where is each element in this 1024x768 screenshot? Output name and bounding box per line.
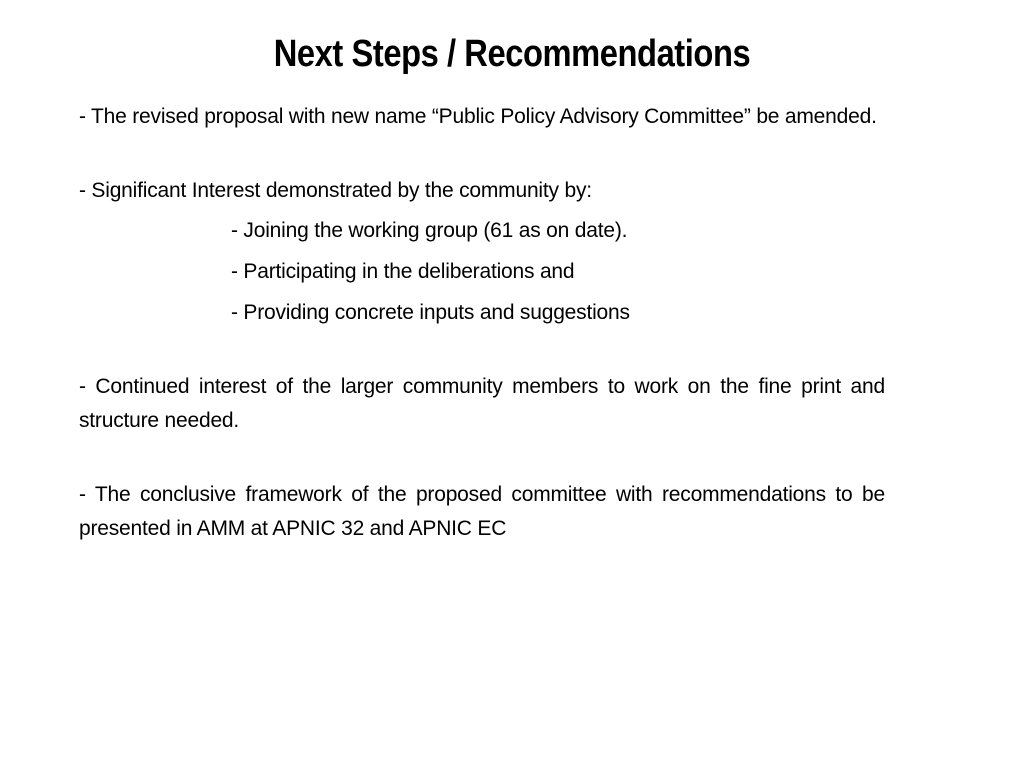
slide-title: Next Steps / Recommendations xyxy=(273,33,751,75)
bullet-point-1: - The revised proposal with new name “Public Policy Advisory Committee” be amended. xyxy=(79,105,877,128)
sub-point-1: - Joining the working group (61 as on date). xyxy=(231,219,628,242)
sub-point-2: - Participating in the deliberations and xyxy=(231,260,575,283)
bullet-point-3: - Continued interest of the larger community members to work on the fine print and structure needed. xyxy=(79,375,885,432)
slide-body xyxy=(79,100,885,546)
bullet-point-4: - The conclusive framework of the proposed committee with recommendations to be presented in AMM at APNIC 32 and APNIC EC xyxy=(79,483,885,540)
bullet-point-2: - Significant Interest demonstrated by the community by: xyxy=(79,179,592,202)
sub-point-3: - Providing concrete inputs and suggestions xyxy=(231,301,630,324)
